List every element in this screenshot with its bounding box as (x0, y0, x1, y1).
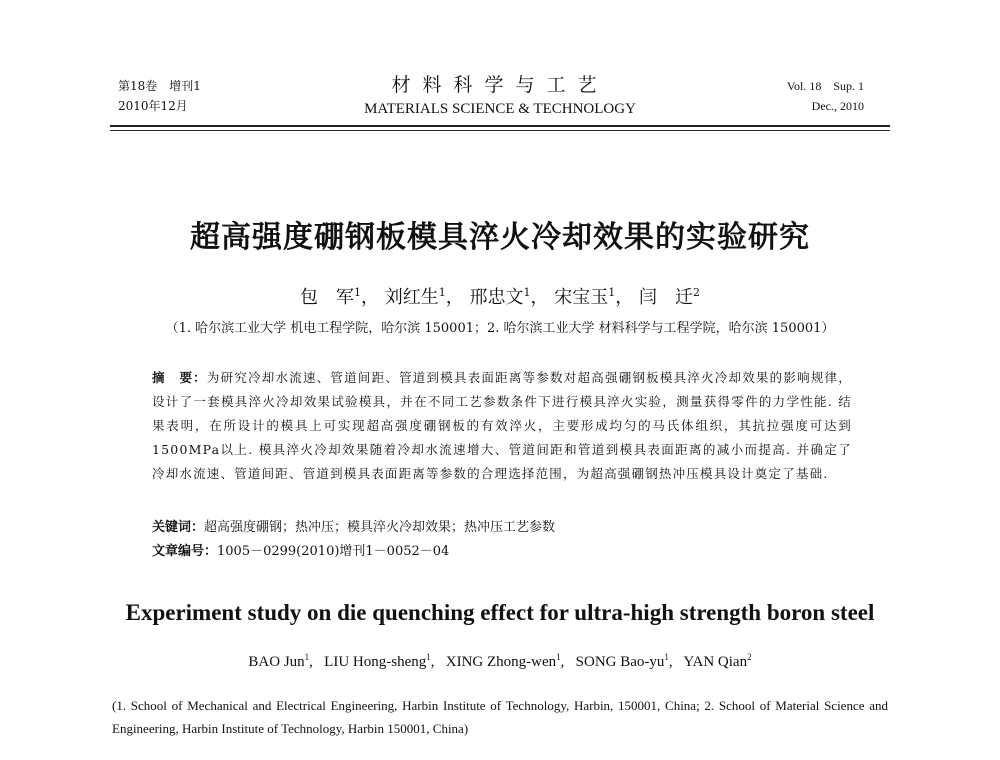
affiliation-en: (1. School of Mechanical and Electrical Engineering, Harbin Institute of Technology, Harbin, 150001, China; 2. School of Material Science and Engineering, Harbin Institute of Technology, Harbin 150001, China) (112, 698, 888, 736)
author-sup: 1 (426, 652, 431, 662)
author-en: BAO Jun (248, 654, 305, 670)
article-number-label: 文章编号： (152, 544, 218, 559)
author-sup: 2 (747, 652, 752, 662)
header-right (787, 76, 864, 116)
author-cn: 包 军 (300, 287, 355, 308)
date-en: Dec., 2010 (811, 99, 864, 113)
abstract-text: 为研究冷却水流速、管道间距、管道到模具表面距离等参数对超高强硼钢板模具淬火冷却效果的影响规律，设计了一套模具淬火冷却效果试验模具，并在不同工艺参数条件下进行模具淬火实验，测量获得零件的力学性能. 结果表明，在所设计的模具上可实现超高强度硼钢板的有效淬火，主要形成均匀的马氏体组织，其抗拉强度可达到1500MPa以上. 模具淬火冷却效果随着冷却水流速增大、管道间距和管道到模具表面距离的减小而提高. 并确定了冷却水流速、管道间距、管道到模具表面距离等参数的合理选择范围，为超高强硼钢热冲压模具设计奠定了基础. (152, 370, 852, 481)
author-sup: 2 (692, 286, 700, 299)
header-rule-thick (110, 125, 890, 127)
header-rule-thin (110, 130, 890, 131)
date-cn: 2010年12月 (118, 99, 188, 113)
author-en: XING Zhong-wen (445, 654, 557, 670)
author-sup: 1 (664, 652, 669, 662)
author-sup: 1 (523, 286, 531, 299)
author-cn: 刘红生 (384, 287, 439, 308)
author-cn: 闫 迁 (638, 287, 693, 308)
abstract-cn (152, 366, 852, 486)
article-number (152, 541, 852, 563)
author-sup: 1 (608, 286, 616, 299)
article-number-value: 1005－0299(2010)增刊1－0052－04 (217, 544, 450, 559)
author-list-cn: 包 军$^1$， 刘红生$^1$， 邢忠文$^1$， 宋宝玉$^1$， 闫 迁$^2$ (300, 286, 700, 308)
keywords-cn (152, 517, 852, 539)
paper-title-en: Experiment study on die quenching effect for ultra-high strength boron steel (125, 600, 875, 625)
journal-name-cn: 材料科学与工艺 (391, 74, 609, 96)
volume-en: Vol. 18 Sup. 1 (786, 79, 864, 93)
paper-title-cn: 超高强度硼钢板模具淬火冷却效果的实验研究 (190, 220, 810, 255)
author-en: LIU Hong-sheng (324, 654, 427, 670)
keywords-label: 关键词： (152, 520, 205, 535)
author-sup: 1 (438, 286, 446, 299)
journal-name-en: MATERIALS SCIENCE & TECHNOLOGY (364, 101, 636, 117)
author-list-en: BAO Jun$^1$, LIU Hong-sheng$^1$, XING Zhong-wen$^1$, SONG Bao-$yu^1$, YAN Qian$^2$ (248, 652, 752, 670)
author-cn: 邢忠文 (469, 287, 524, 308)
author-sup: 1 (304, 652, 310, 662)
volume-issue-cn: 第18卷 增刊1 (118, 79, 201, 93)
keywords-text: 超高强度硼钢；热冲压；模具淬火冷却效果；热冲压工艺参数 (204, 520, 556, 535)
author-sup: 1 (354, 286, 362, 299)
author-cn: 宋宝玉 (554, 287, 609, 308)
author-sup: 1 (556, 652, 561, 662)
abstract-label: 摘 要： (152, 370, 207, 385)
affiliation-cn: （1. 哈尔滨工业大学 机电工程学院，哈尔滨 150001；2. 哈尔滨工业大学 材料科学与工程学院，哈尔滨 150001） (165, 321, 835, 336)
author-en: YAN Qian (683, 654, 748, 670)
author-en: SONG Bao-yu (575, 654, 665, 670)
